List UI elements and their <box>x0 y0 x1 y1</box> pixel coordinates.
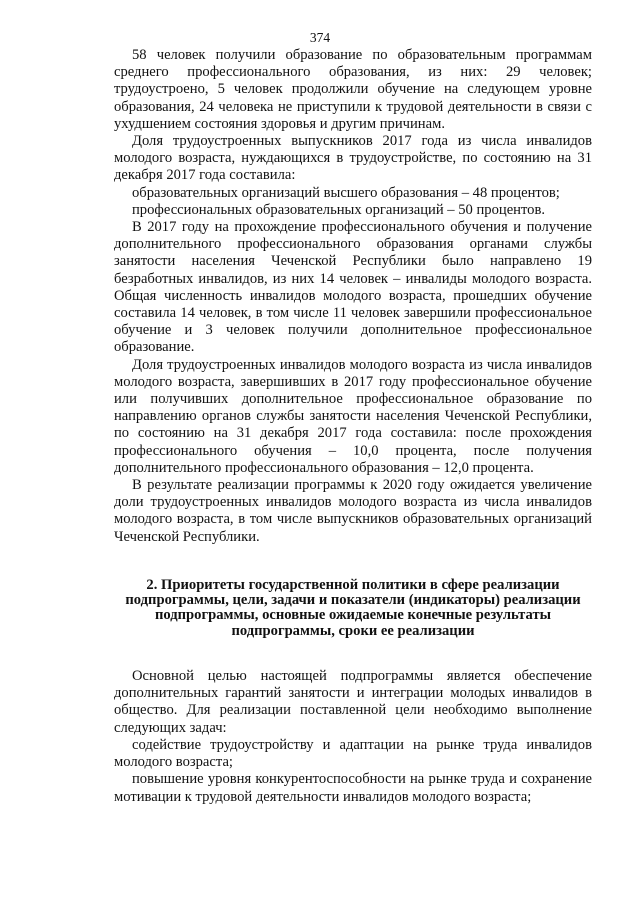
list-item-higher-education: образовательных организаций высшего образования – 48 процентов; <box>132 184 560 201</box>
paragraph-professional-training-2017: В 2017 году на прохождение профессионального обучения и получение дополнительного профессионального образования органами службы занятости населения Чеченской Республики было направлено 19 безработных инвалидов, из них 14 человек – инвалиды молодого возраста. Общая численность инвалидов молодого возраста, прошедших обучение составила 14 человек, в том числе 11 человек завершили профессиональное обучение и 3 человек получили дополнительное профессиональное образование. <box>114 219 592 356</box>
list-item-task-competitiveness: повышение уровня конкурентоспособности на рынке труда и сохранение мотивации к трудовой деятельности инвалидов молодого возраста; <box>114 771 592 805</box>
heading-spacer <box>114 639 592 668</box>
page-number: 374 <box>309 30 331 45</box>
paragraph-main-goal: Основной целью настоящей подпрограммы является обеспечение дополнительных гарантий занятости и интеграции молодых инвалидов в общество. Для реализации поставленной цели необходимо выполнение следующих задач: <box>114 668 592 736</box>
paragraph-expected-results: В результате реализации программы к 2020 году ожидается увеличение доли трудоустроенных инвалидов молодого возраста из числа инвалидов молодого возраста, в том числе выпускников образовательных организаций Чеченской Республики. <box>114 477 592 545</box>
list-item-professional-education: профессиональных образовательных организаций – 50 процентов. <box>132 201 546 218</box>
section-heading: 2. Приоритеты государственной политики в сфере реализации подпрограммы, цели, задачи и показатели (индикаторы) реализации подпрограммы, основные ожидаемые конечные результаты подпрограммы, сроки ее реализации <box>125 576 581 639</box>
paragraph-employment-share-graduates: Доля трудоустроенных выпускников 2017 года из числа инвалидов молодого возраста, нуждающихся в трудоустройстве, по состоянию на 31 декабря 2017 года составила: <box>114 133 592 184</box>
list-item-task-employment: содействие трудоустройству и адаптации на рынке труда инвалидов молодого возраста; <box>114 736 592 771</box>
paragraph-employment-share-trained: Доля трудоустроенных инвалидов молодого возраста из числа инвалидов молодого возраста, завершивших в 2017 году профессиональное обучение или получивших дополнительное профессиональное образование по направлению органов службы занятости населения Чеченской Республики, по состоянию на 31 декабря 2017 года составила: после прохождения профессионального обучения – 10,0 процента, после получения дополнительного профессионального образования – 12,0 процента. <box>114 356 592 476</box>
document-body <box>114 47 592 806</box>
paragraph-education-results: 58 человек получили образование по образовательным программам среднего профессионального образования, из них: 29 человек; трудоустроено, 5 человек продолжили обучение на следующем уровне образования, 24 человека не приступили к трудовой деятельности в связи с ухудшением состояния здоровья и другим причинам. <box>114 47 592 132</box>
